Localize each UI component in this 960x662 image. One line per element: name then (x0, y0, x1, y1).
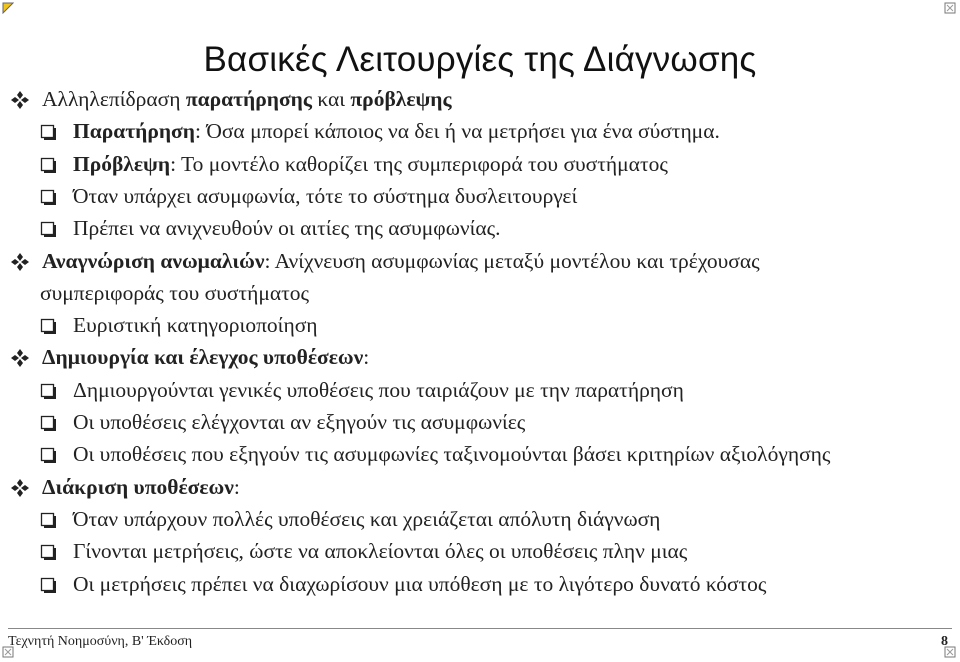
text-run: : Όσα μπορεί κάποιος να δει ή να μετρήσει για ένα σύστημα. (194, 119, 720, 144)
checkbox-bullet-icon (40, 122, 58, 148)
footer-divider (8, 628, 952, 629)
list-item (40, 151, 668, 177)
corner-marker-icon (2, 2, 16, 16)
checkbox-bullet-icon (40, 155, 58, 181)
checkbox-bullet-icon (40, 445, 58, 471)
diamond-bullet-icon (10, 252, 30, 278)
list-item (40, 441, 830, 467)
text-run: Ευριστική κατηγοριοποίηση (73, 313, 318, 338)
footer-book-title: Τεχνητή Νοημοσύνη, B' Έκδοση (8, 634, 193, 649)
checkbox-bullet-icon (40, 316, 58, 342)
text-run: Αλληλεπίδραση (42, 87, 186, 111)
list-item (40, 183, 577, 209)
text-run: Γίνονται μετρήσεις, ώστε να αποκλείονται όλες οι υποθέσεις πλην μιας (73, 539, 688, 564)
checkbox-bullet-icon (40, 575, 58, 601)
text-run: : (233, 474, 240, 499)
bold-term: Δημιουργία και έλεγχος υποθέσεων (42, 345, 364, 370)
diamond-bullet-icon (10, 90, 30, 116)
text-run: και (311, 87, 351, 111)
list-item (40, 215, 501, 241)
checkbox-bullet-icon (40, 381, 58, 407)
list-item (40, 312, 318, 338)
list-item (40, 538, 687, 564)
section-heading (10, 86, 452, 112)
diamond-bullet-icon (10, 478, 30, 504)
checkbox-bullet-icon (40, 510, 58, 536)
bold-term: Διάκριση υποθέσεων (42, 474, 234, 499)
list-item (40, 377, 684, 403)
text-run: Όταν υπάρχει ασυμφωνία, τότε το σύστημα δυσλειτουργεί (73, 183, 578, 208)
bold-term: Παρατήρηση (73, 119, 195, 144)
bold-term: Αναγνώριση ανωμαλιών (42, 248, 265, 273)
section-heading (10, 344, 369, 370)
list-item (40, 571, 766, 597)
text-run: Οι υποθέσεις που εξηγούν τις ασυμφωνίες ταξινομούνται βάσει κριτηρίων αξιολόγησης (73, 442, 831, 467)
diamond-bullet-icon (10, 348, 30, 374)
section-heading-continuation: συμπεριφοράς του συστήματος (40, 280, 310, 305)
section-heading (10, 474, 240, 500)
text-run: Οι μετρήσεις πρέπει να διαχωρίσουν μια υπόθεση με το λιγότερο δυνατό κόστος (73, 571, 767, 596)
text-run: : Ανίχνευση ασυμφωνίας μεταξύ μοντέλου και τρέχουσας (264, 248, 760, 273)
checkbox-bullet-icon (40, 542, 58, 568)
text-run: : (363, 345, 370, 370)
page-number: 8 (941, 634, 948, 649)
text-run: Πρέπει να ανιχνευθούν οι αιτίες της ασυμφωνίας. (73, 216, 501, 241)
bold-term: Πρόβλεψη (73, 151, 171, 176)
text-run: Όταν υπάρχουν πολλές υποθέσεις και χρειάζεται απόλυτη διάγνωση (73, 506, 661, 531)
text-run: Δημιουργούνται γενικές υποθέσεις που ταιριάζουν με την παρατήρηση (73, 377, 684, 402)
bold-term: παρατήρησης (185, 87, 312, 111)
text-run: : Το μοντέλο καθορίζει της συμπεριφορά του συστήματος (170, 151, 668, 176)
page-title: Βασικές Λειτουργίες της Διάγνωσης (203, 40, 757, 79)
checkbox-bullet-icon (40, 219, 58, 245)
text-run: Οι υποθέσεις ελέγχονται αν εξηγούν τις ασυμφωνίες (73, 410, 526, 434)
section-heading (10, 248, 760, 274)
checkbox-bullet-icon (40, 187, 58, 213)
list-item (40, 506, 660, 532)
list-item (40, 409, 525, 435)
bold-term: πρόβλεψης (350, 87, 452, 111)
corner-marker-icon (944, 2, 958, 16)
checkbox-bullet-icon (40, 413, 58, 439)
list-item (40, 118, 720, 144)
